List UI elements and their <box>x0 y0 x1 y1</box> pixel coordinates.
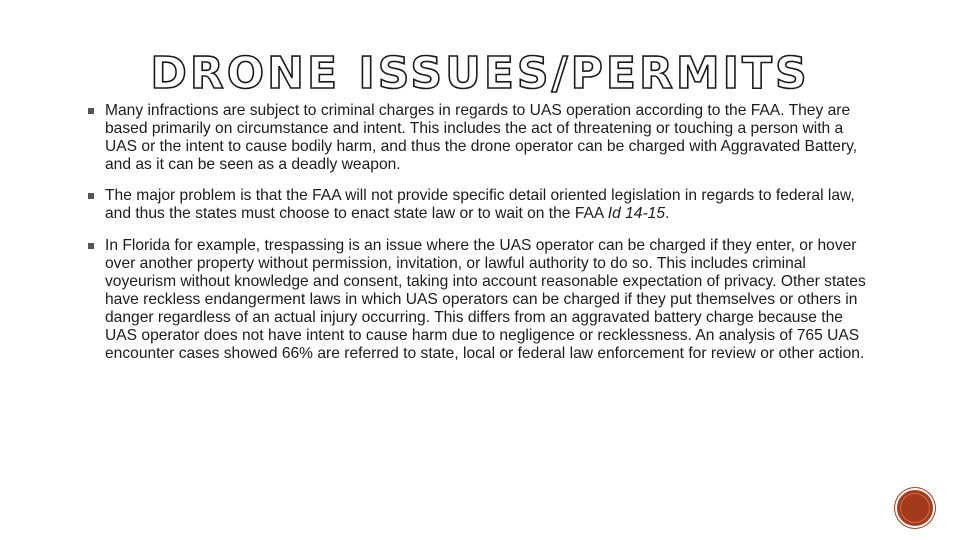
bullet-text-2: The major problem is that the FAA will not provide specific detail oriented legislation in regards to federal law, and thus the states must choose to enact state law or to wait on the FAA <box>105 187 855 223</box>
citation-suffix: . <box>665 205 670 223</box>
square-bullet-icon <box>88 193 94 199</box>
bullet-list <box>88 102 878 376</box>
bullet-text-3: In Florida for example, trespassing is an issue where the UAS operator can be charged if they enter, or hover over another property without permission, invitation, or lawful authority to do so. This includes criminal voyeurism without knowledge and consent, taking into account reasonable expectation of privacy. Other states have reckless endangerment laws in which UAS operators can be charged if they put themselves or others in danger regardless of an actual injury occurring. This differs from an aggravated battery charge because the UAS operator does not have intent to cause harm due to negligence or recklessness. An analysis of 765 UAS encounter cases showed 66% are referred to state, local or federal law enforcement for review or other action. <box>105 236 866 363</box>
square-bullet-icon <box>88 108 94 114</box>
bullet-item-1 <box>88 102 878 174</box>
square-bullet-icon <box>88 243 94 249</box>
citation: Id 14-15 <box>607 205 665 223</box>
bullet-item-3 <box>88 237 878 364</box>
badge-ring <box>900 493 930 523</box>
slide-number-badge-icon <box>897 490 933 526</box>
bullet-item-2 <box>88 187 878 223</box>
slide-title: DRONE ISSUES/PERMITS <box>150 48 810 99</box>
bullet-text-1: Many infractions are subject to criminal charges in regards to UAS operation according to the FAA. They are based primarily on circumstance and intent. This includes the act of threatening or touching a person with a UAS or the intent to cause bodily harm, and thus the drone operator can be charged with Aggravated Battery, and as it can be seen as a deadly weapon. <box>105 102 858 174</box>
